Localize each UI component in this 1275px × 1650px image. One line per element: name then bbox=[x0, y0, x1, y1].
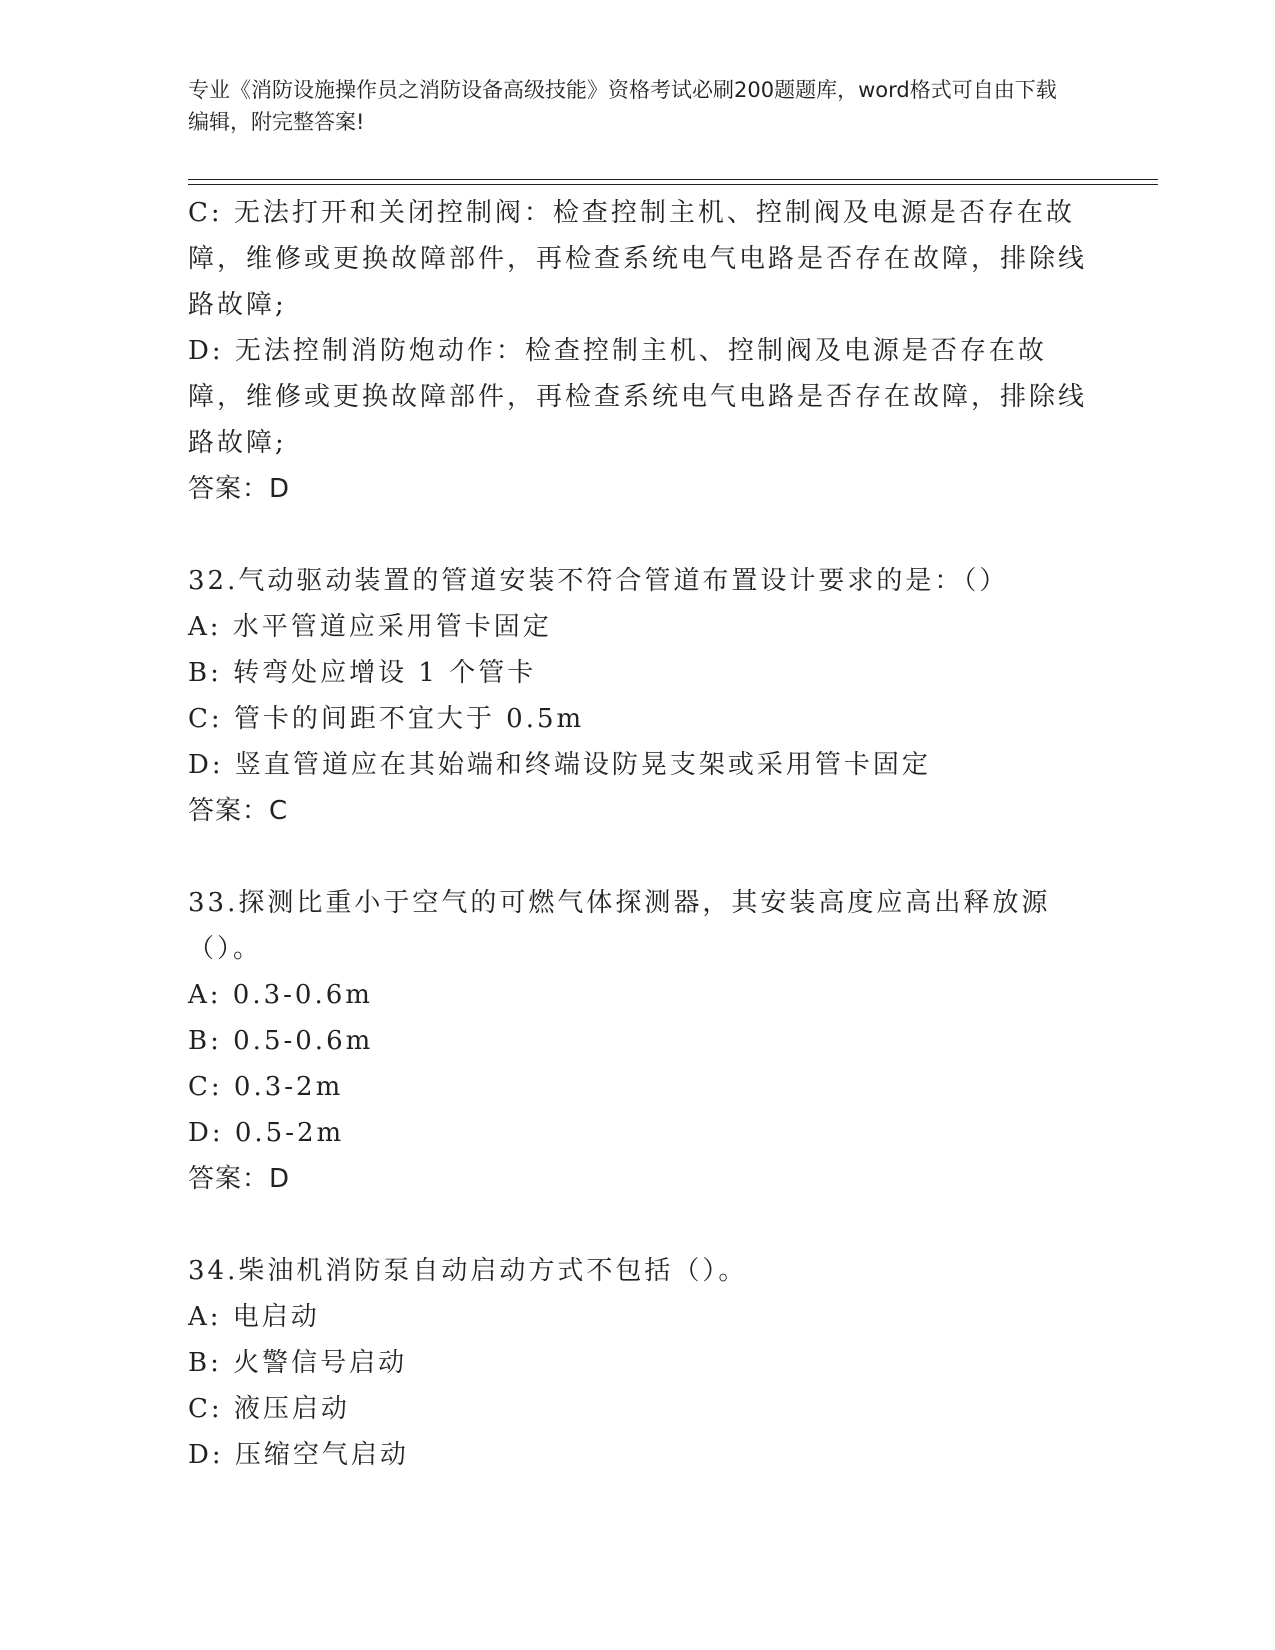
option-d: D: 无法控制消防炮动作：检查控制主机、控制阀及电源是否存在故障，维修或更换故障部件，再检查系统电气电路是否存在故障，排除线路故障; bbox=[188, 336, 1088, 458]
question-block-31 bbox=[188, 190, 1088, 512]
option-c: C: 0.3-2m bbox=[188, 1072, 344, 1102]
option-b: B: 转弯处应增设 1 个管卡 bbox=[188, 658, 537, 688]
option-a: A: 0.3-0.6m bbox=[188, 980, 373, 1010]
header-divider-top bbox=[188, 179, 1158, 180]
option-c: C: 液压启动 bbox=[188, 1394, 350, 1424]
document-header: 专业《消防设施操作员之消防设备高级技能》资格考试必刷200题题库，word格式可自由下载编辑，附完整答案! bbox=[188, 78, 1057, 134]
option-d: D: 压缩空气启动 bbox=[188, 1440, 409, 1470]
option-c: C: 无法打开和关闭控制阀：检查控制主机、控制阀及电源是否存在故障，维修或更换故障部件，再检查系统电气电路是否存在故障，排除线路故障; bbox=[188, 198, 1088, 320]
question-text: 33.探测比重小于空气的可燃气体探测器，其安装高度应高出释放源（）。 bbox=[188, 888, 1051, 964]
spacer bbox=[188, 512, 1088, 558]
option-b: B: 0.5-0.6m bbox=[188, 1026, 374, 1056]
option-a: A: 电启动 bbox=[188, 1302, 320, 1332]
option-d: D: 0.5-2m bbox=[188, 1118, 345, 1148]
option-c: C: 管卡的间距不宜大于 0.5m bbox=[188, 704, 585, 734]
option-b: B: 火警信号启动 bbox=[188, 1348, 408, 1378]
spacer bbox=[188, 834, 1088, 880]
question-block-34 bbox=[188, 1248, 1088, 1478]
option-d: D: 竖直管道应在其始端和终端设防晃支架或采用管卡固定 bbox=[188, 750, 931, 780]
question-block-32 bbox=[188, 558, 1088, 834]
document-body bbox=[188, 190, 1088, 1478]
question-text: 34.柴油机消防泵自动启动方式不包括（）。 bbox=[188, 1256, 748, 1286]
header-divider-bottom bbox=[188, 184, 1158, 185]
answer-line: 答案：C bbox=[188, 796, 289, 826]
spacer bbox=[188, 1202, 1088, 1248]
answer-line: 答案：D bbox=[188, 474, 291, 504]
answer-line: 答案：D bbox=[188, 1164, 291, 1194]
question-text: 32.气动驱动装置的管道安装不符合管道布置设计要求的是：（） bbox=[188, 566, 1009, 596]
question-block-33 bbox=[188, 880, 1088, 1202]
option-a: A: 水平管道应采用管卡固定 bbox=[188, 612, 552, 642]
